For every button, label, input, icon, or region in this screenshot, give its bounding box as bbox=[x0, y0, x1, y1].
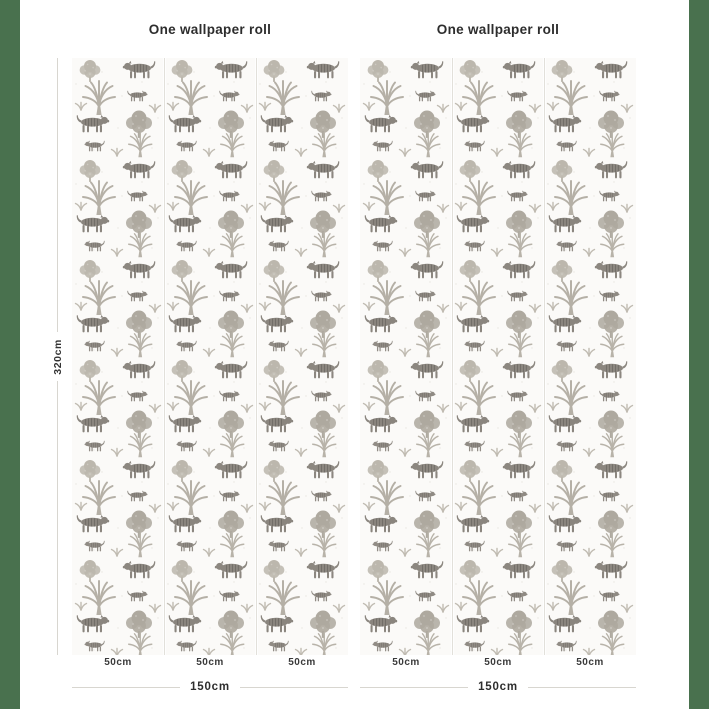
dimension-line bbox=[528, 687, 636, 688]
strip-width-label: 50cm bbox=[484, 657, 512, 668]
wallpaper-roll-2 bbox=[360, 58, 636, 655]
roll-width-dimension bbox=[72, 680, 348, 694]
roll-title: One wallpaper roll bbox=[436, 22, 560, 37]
strip-width-label: 50cm bbox=[104, 657, 132, 668]
roll-width-dimension bbox=[360, 680, 636, 694]
height-label: 320cm bbox=[51, 338, 64, 375]
roll-width-label: 150cm bbox=[190, 681, 230, 693]
dimension-line bbox=[72, 687, 180, 688]
strip-width-label: 50cm bbox=[288, 657, 316, 668]
roll-title: One wallpaper roll bbox=[148, 22, 272, 37]
dimension-line bbox=[240, 687, 348, 688]
carousel-next-slide-peek[interactable] bbox=[689, 0, 709, 709]
wallpaper-rolls bbox=[72, 58, 636, 655]
dimension-line bbox=[57, 58, 58, 332]
strip-width-label: 50cm bbox=[196, 657, 224, 668]
height-dimension bbox=[51, 58, 64, 655]
wallpaper-roll-1 bbox=[72, 58, 348, 655]
carousel-prev-slide-peek[interactable] bbox=[0, 0, 20, 709]
roll-width-label: 150cm bbox=[478, 681, 518, 693]
dimension-line bbox=[360, 687, 468, 688]
dimension-line bbox=[57, 381, 58, 655]
strip-width-label: 50cm bbox=[576, 657, 604, 668]
strip-width-label: 50cm bbox=[392, 657, 420, 668]
